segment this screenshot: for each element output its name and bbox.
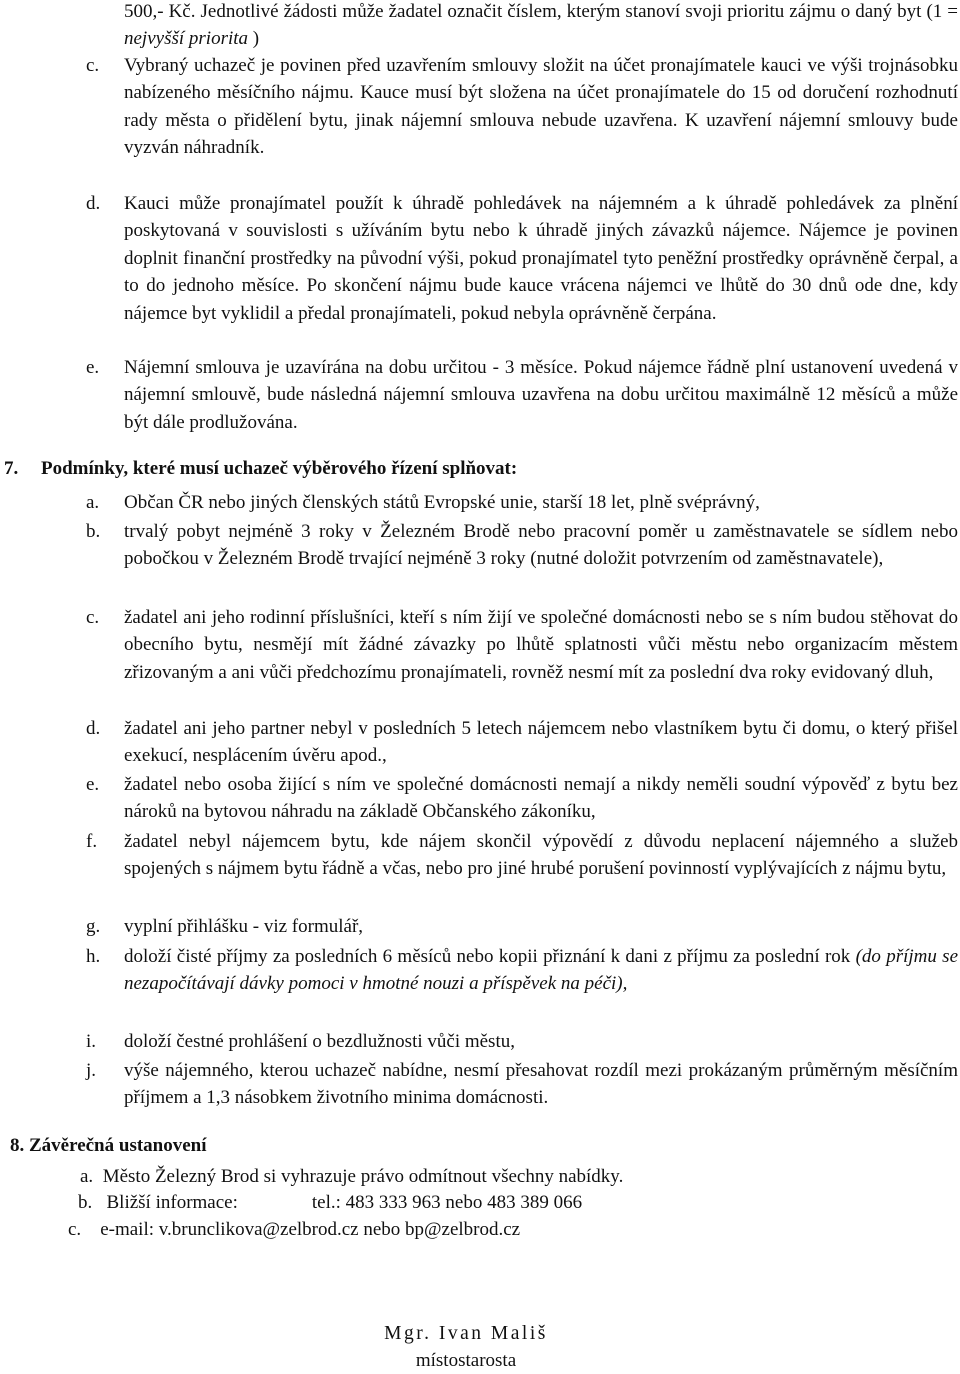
section-title: Podmínky, které musí uchazeč výběrového řízení splňovat: [41,458,518,479]
list-text: žadatel nebo osoba žijící s ním ve společné domácnosti nemají a nikdy neměli soudní výpověď z bytu bez nároků na bytovou náhradu na základě Občanského zákoníku, [124,774,958,823]
list-text: vyplní přihlášku - viz formulář, [124,916,364,937]
section-number: 7. [4,458,19,479]
list-item-8a [80,1163,623,1190]
list-text: výše nájemného, kterou uchazeč nabídne, nesmí přesahovat rozdíl mezi prokázaným průměrným měsíčním příjmem a 1,3 násobkem životního minima domácnosti. [124,1060,958,1109]
list-item-7i [86,1028,958,1055]
text: ) [252,28,260,50]
list-item-7d [86,715,958,770]
list-text-italic: (do příjmu se nezapočítávají dávky pomoci v hmotné nouzi a příspěvek na péči), [124,946,959,995]
list-item-7h [86,943,958,998]
text: 500,- Kč. Jednotlivé žádosti může žadatel označit číslem, kterým stanoví svoji prioritu zájmu o daný byt (1 = [124,1,958,22]
phone-numbers: tel.: 483 333 963 nebo 483 389 066 [311,1192,583,1213]
signatory-title: místostarosta [415,1350,517,1371]
list-label: a. [86,492,100,513]
section-number: 8. [10,1135,25,1156]
list-label: j. [86,1060,97,1081]
list-item-7e [86,771,958,826]
list-label: e. [86,774,100,795]
list-label: d. [86,718,101,739]
list-label: c. [86,55,100,76]
list-text: doloží čestné prohlášení o bezdlužnosti vůči městu, [124,1031,515,1052]
list-item-7c [86,604,958,686]
list-label: a. [80,1166,94,1187]
list-text: žadatel ani jeho partner nebyl v posledních 5 letech nájemcem nebo vlastníkem bytu či domu, o který přišel exekucí, nesplácením úvěru apod., [124,718,958,767]
signatory-name: Mgr. Ivan Mališ [384,1323,548,1344]
section-7-heading [4,455,517,482]
list-item-7j [86,1057,958,1112]
list-label: b. [86,521,101,542]
list-text: doloží čisté příjmy za posledních 6 měsíců nebo kopii přiznání k dani z příjmu za poslední rok [124,946,851,967]
list-text: Bližší informace: [106,1192,238,1213]
signature-block [316,1320,616,1374]
list-text: e-mail: v.brunclikova@zelbrod.cz nebo bp@zelbrod.cz [100,1219,521,1240]
list-item-6c [86,52,958,162]
list-item-7b [86,518,958,573]
list-text: trvalý pobyt nejméně 3 roky v Železném Brodě nebo pracovní poměr u zaměstnavatele se sídlem nebo pobočkou v Železném Brodě trvající nejméně 3 roky (nutné doložit potvrzením od zaměstnavatele), [124,521,958,570]
section-8-heading [10,1132,207,1159]
list-item-8c [68,1216,520,1243]
list-label: c. [68,1219,82,1240]
list-label: f. [86,831,98,852]
section-title: Závěrečná ustanovení [29,1135,207,1156]
list-text: Občan ČR nebo jiných členských států Evropské unie, starší 18 let, plně svéprávný, [124,492,760,513]
list-item-6d [86,190,958,327]
list-text: Vybraný uchazeč je povinen před uzavřením smlouvy složit na účet pronajímatele kauci ve výši trojnásobku nabízeného měsíčního nájmu. Kauce musí být složena na účet pronajímatele do 15 od doručení rozhodnutí rady města o přidělení bytu, jinak nájemní smlouva nebude uzavřena. K uzavření nájemní smlouvy bude vyzván náhradník. [124,55,958,159]
list-item-6b-cont [86,0,958,53]
list-item-6e [86,354,958,436]
list-item-8b [78,1189,582,1216]
list-label: c. [86,607,100,628]
list-item-7a [86,489,958,516]
list-label: d. [86,193,101,214]
list-label: i. [86,1031,97,1052]
list-label: b. [78,1192,93,1213]
list-text: Kauci může pronajímatel použít k úhradě pohledávek na nájemném a k úhradě pohledávek za plnění poskytovaná v souvislosti s užíváním bytu nebo k úhradě jiných závazků nájemce. Nájemce je povinen doplnit finanční prostředky na původní výši, pokud pronajímatel tyto peněžní prostředky oprávněně čerpal, a to do jednoho měsíce. Po skončení nájmu bude kauce vrácena nájemci ve lhůtě do 30 dnů ode dne, kdy nájemce byt vyklidil a předal pronajímateli, pokud nebyla oprávněně čerpána. [124,193,958,324]
text-italic: nejvyšší priorita [124,28,249,50]
list-item-7g [86,913,958,940]
list-label: h. [86,946,101,967]
list-text: žadatel ani jeho rodinní příslušníci, kteří s ním žijí ve společné domácnosti nebo se s ním budou stěhovat do obecního bytu, nesmějí mít žádné závazky po lhůtě splatnosti vůči městu nebo organizacím městem zřizovaným a ani vůči předchozímu pronajímateli, rovněž nesmí mít za poslední dva roky evidovaný dluh, [124,607,958,683]
list-text: žadatel nebyl nájemcem bytu, kde nájem skončil výpovědí z důvodu neplacení nájemného a služeb spojených s nájmem bytu řádně a včas, nebo pro jiné hrubé porušení povinností vyplývajících z nájmu bytu, [124,831,958,880]
list-label: g. [86,916,101,937]
list-text: Město Železný Brod si vyhrazuje právo odmítnout všechny nabídky. [102,1166,624,1187]
list-item-7f [86,828,958,883]
list-label: e. [86,357,100,378]
list-text: Nájemní smlouva je uzavírána na dobu určitou - 3 měsíce. Pokud nájemce řádně plní ustanovení uvedená v nájemní smlouvě, bude následná nájemní smlouva uzavřena na dobu určitou maximálně 12 měsíců a může být dále prodlužována. [124,357,958,433]
